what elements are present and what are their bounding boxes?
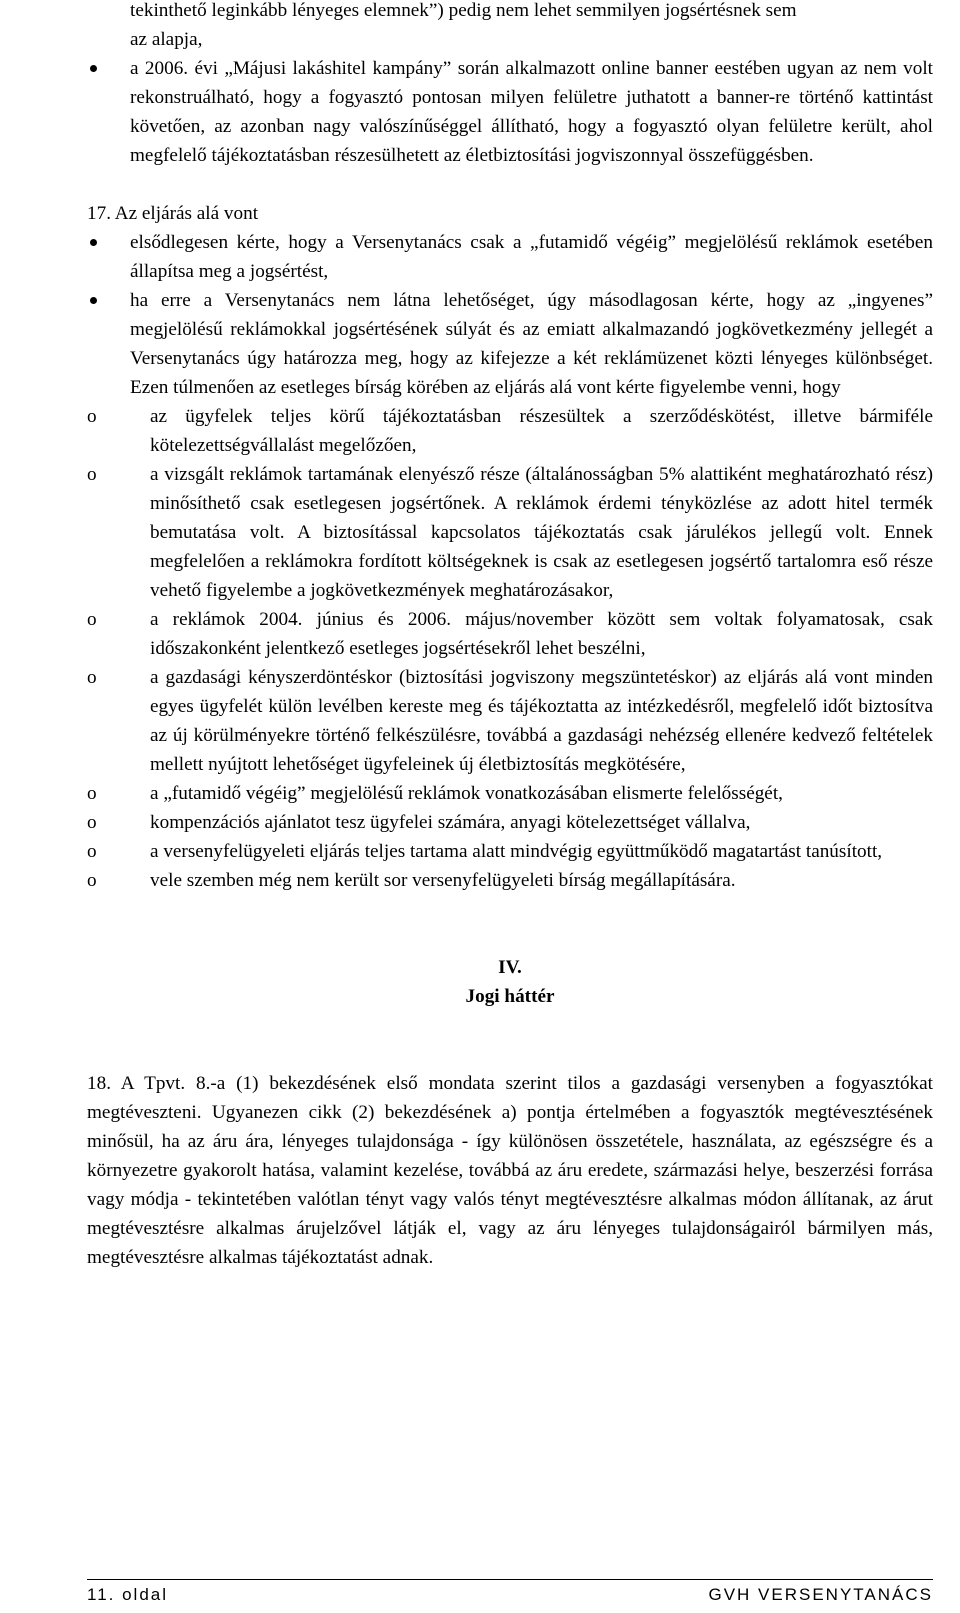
circle-marker: o xyxy=(87,667,97,688)
bullet-text: a 2006. évi „Májusi lakáshitel kampány” során alkalmazott online banner eestében ugyan az nem volt rekonstruálható, hogy a fogyasztó pontosan milyen felületre juthatott a banner-re történő kattintást követően, az azonban nagy valószínűséggel állítható, hogy a fogyasztó olyan felületre került, ahol megfelelő tájékoztatásban részesülhetett az életbiztosítási jogviszonnyal összefüggésben. xyxy=(130,58,933,166)
bullet-dot-icon xyxy=(90,65,97,72)
circle-marker: o xyxy=(87,812,97,833)
sub-list-item xyxy=(87,460,933,605)
page-number: 11. oldal xyxy=(87,1585,169,1604)
sub-list xyxy=(87,402,933,895)
continued-line-2: az alapja, xyxy=(130,29,203,50)
circle-marker: o xyxy=(87,870,97,891)
footer-divider xyxy=(87,1579,933,1580)
continued-bullet-text xyxy=(87,0,933,54)
bullet-text: ha erre a Versenytanács nem látna lehetőséget, úgy másodlagosan kérte, hogy az „ingyenes” megjelölésű reklámokkal jogsértésének súlyát és az emiatt alkalmazandó jogkövetkezmény jellegét a Versenytanács úgy határozza meg, hogy az kifejezze a két reklámüzenet közti lényeges különbséget. xyxy=(130,290,933,369)
sub-item-text: a gazdasági kényszerdöntéskor (biztosítási jogviszony megszüntetéskor) az eljárás alá vont minden egyes ügyfelét külön levélben kereste meg és tájékoztatta az intézkedésről, megfelelő időt biztosítva az új körülményekre történő felkészülésre, továbbá a gazdasági nehézség ellenére kedvező feltételek mellett nyújtott lehetőséget ügyfeleinek új életbiztosítás megkötésére, xyxy=(150,667,933,775)
circle-marker: o xyxy=(87,406,97,427)
sub-item-text: a vizsgált reklámok tartamának elenyésző része (általánosságban 5% alattiként meghatározható rész) minősíthető csak esetlegesen jogsértőnek. A reklámok érdemi tényközlése az adott hitel termék bemutatása volt. A biztosítással kapcsolatos tájékoztatás csak járulékos jellegű volt. Ennek megfelelően a reklámokra fordított költségeknek is csak az esetlegesen jogsértő tartalomra eső része vehető figyelembe a jogkövetkezmények meghatározásakor, xyxy=(150,464,933,601)
sub-item-text: vele szemben még nem került sor versenyfelügyeleti bírság megállapítására. xyxy=(150,870,736,891)
circle-marker: o xyxy=(87,464,97,485)
circle-marker: o xyxy=(87,783,97,804)
sub-item-text: a reklámok 2004. június és 2006. május/november között sem voltak folyamatosak, csak időszakonként jelentkező esetleges jogsértésekről lehet beszélni, xyxy=(150,609,933,659)
section-18-paragraph: 18. A Tpvt. 8.-a (1) bekezdésének első mondata szerint tilos a gazdasági versenyben a fogyasztókat megtéveszteni. Ugyanezen cikk (2) bekezdésének a) pontja értelmében a fogyasztók megtévesztésének minősül, ha az áru ára, lényeges tulajdonsága - így különösen összetétele, használata, az egészségre és a környezetre gyakorolt hatása, valamint kezelése, továbbá az áru eredete, származási helye, beszerzési forrása vagy módja - tekintetében valótlan tényt vagy valós tényt megtévesztésre alkalmas módon állítanak, az árut megtévesztésre alkalmas árujelzővel látják el, vagy az áru lényeges tulajdonságairól bármilyen más, megtévesztésre alkalmas tájékoztatást adnak. xyxy=(87,1073,933,1268)
section-17-intro: 17. Az eljárás alá vont xyxy=(87,203,259,224)
circle-marker: o xyxy=(87,841,97,862)
sub-item-text: a „futamidő végéig” megjelölésű reklámok vonatkozásában elismerte felelősségét, xyxy=(150,783,783,804)
sub-list-item xyxy=(87,605,933,663)
circle-marker: o xyxy=(87,609,97,630)
bullet-dot-icon xyxy=(90,239,97,246)
continuation-text: Ezen túlmenően az esetleges bírság körében az eljárás alá vont kérte figyelembe venni, hogy xyxy=(130,377,841,398)
sub-item-text: kompenzációs ajánlatot tesz ügyfelei számára, anyagi kötelezettséget vállalva, xyxy=(150,812,751,833)
sub-item-text: a versenyfelügyeleti eljárás teljes tartama alatt mindvégig együttműködő magatartást tanúsított, xyxy=(150,841,883,862)
continued-line-1: tekinthető leginkább lényeges elemnek”) pedig nem lehet semmilyen jogsértésnek sem xyxy=(130,0,797,21)
bullet-item xyxy=(87,228,933,286)
section-title: Jogi háttér xyxy=(465,986,555,1007)
sub-list-item xyxy=(87,402,933,460)
bullet-item xyxy=(87,54,933,170)
document-page xyxy=(87,0,933,1272)
sub-list-item xyxy=(87,837,933,866)
bullet-dot-icon xyxy=(90,297,97,304)
bullet-text: elsődlegesen kérte, hogy a Versenytanács csak a „futamidő végéig” megjelölésű reklámok esetében állapítsa meg a jogsértést, xyxy=(130,232,933,282)
sub-list-item xyxy=(87,866,933,895)
section-numeral: IV. xyxy=(498,957,522,978)
organization-name: GVH VERSENYTANÁCS xyxy=(708,1585,933,1604)
bullet-item xyxy=(87,286,933,402)
sub-list-item xyxy=(87,779,933,808)
sub-item-text: az ügyfelek teljes körű tájékoztatásban részesültek a szerződéskötést, illetve bármiféle kötelezettségvállalást megelőzően, xyxy=(150,406,933,456)
sub-list-item xyxy=(87,663,933,779)
sub-list-item xyxy=(87,808,933,837)
